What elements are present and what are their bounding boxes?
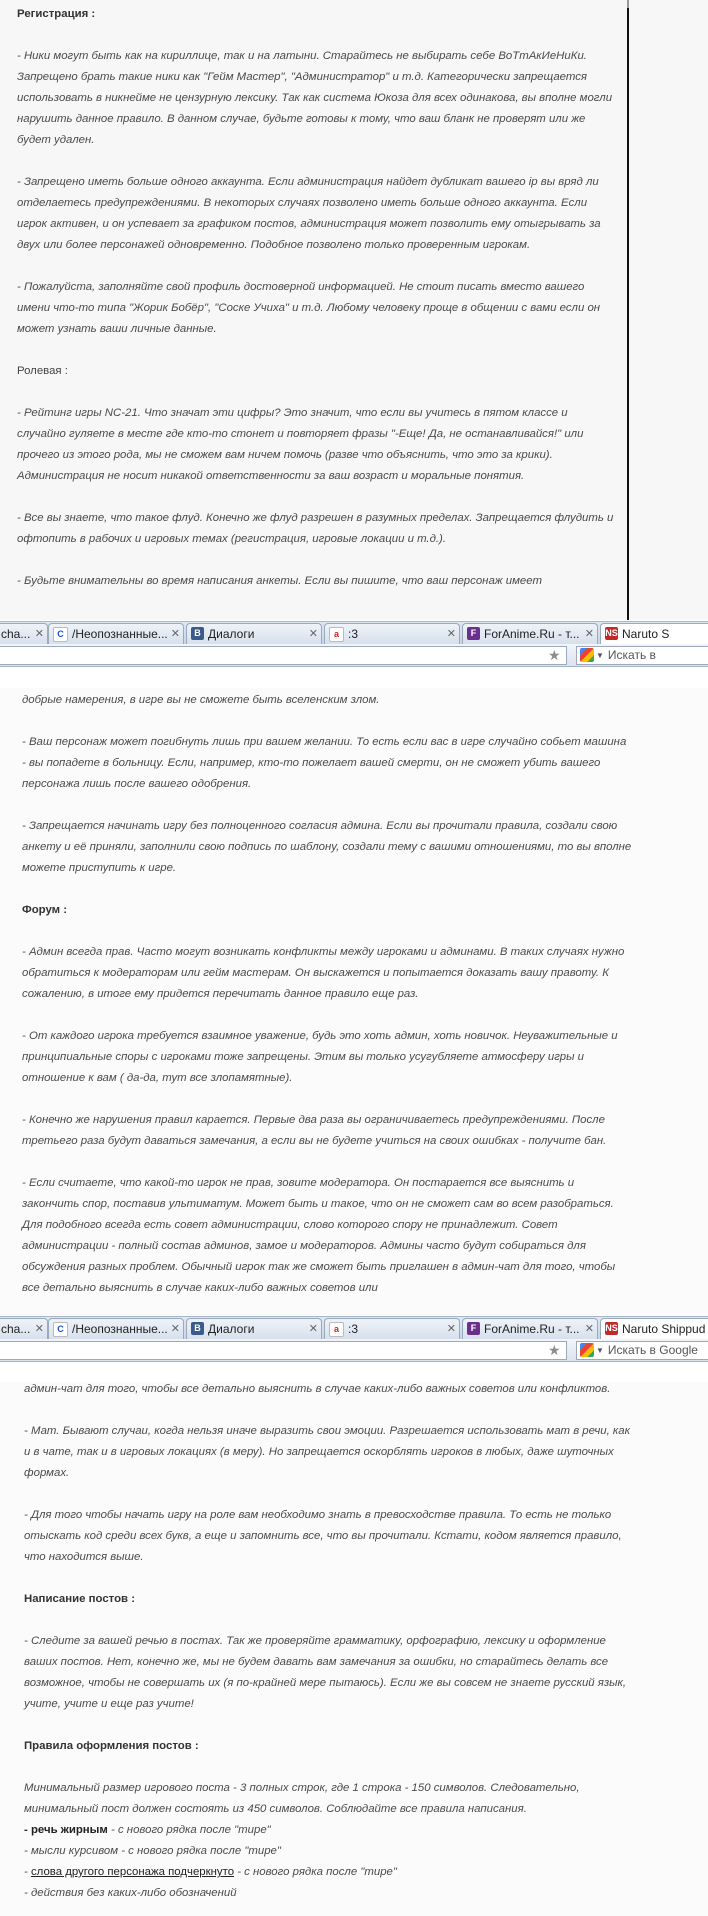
browser-toolbar [0,1339,708,1362]
heading-role: Ролевая : [17,365,68,377]
heading-forum: Форум : [22,904,68,916]
naruto-icon: NS [605,1323,618,1333]
browser-tab[interactable] [0,1318,48,1339]
page-edge-divider [627,0,629,620]
heading-post-format: Правила оформления постов : [24,1740,199,1752]
tab-label: cha... [1,1322,31,1336]
bookmark-star-icon[interactable]: ★ [548,647,561,663]
tab-label: Naruto S [622,627,670,641]
rule-paragraph: Минимальный размер игрового поста - 3 полных строк, где 1 строка - 150 символов. Следовательно, минимальный пост должен состоять из 450 символов. Соблюдайте все правила написания. [24,1782,580,1815]
browser-tab[interactable] [186,623,322,644]
format-rule-thoughts: - мысли курсивом - с нового рядка после "тире" [24,1845,281,1857]
browser-toolbar [0,644,708,667]
close-tab-icon[interactable]: ✕ [584,628,594,640]
heading-posts: Написание постов : [24,1593,136,1605]
format-rule-text: - с нового рядка после "тире" [107,1824,271,1836]
close-tab-icon[interactable]: ✕ [170,628,180,640]
rule-paragraph: - Админ всегда прав. Часто могут возникать конфликты между игроками и админами. В таких случаях нужно обратиться к модераторам или гейм мастерам. Он выскажется и попытается доказать вашу правоту. К сожалению, в итоге ему придется перечитать данное правило еще раз. [22,946,625,1000]
rule-paragraph: - Будьте внимательны во время написания анкеты. Если вы пишите, что ваш персонаж имеет [17,575,542,587]
browser-tab[interactable] [324,623,460,644]
google-icon [580,648,594,662]
address-bar[interactable] [0,646,567,665]
close-tab-icon[interactable]: ✕ [446,628,456,640]
forum-rules-panel-1 [0,0,708,620]
ucoz-icon: C [53,1322,68,1337]
search-placeholder: Искать в Google [607,1343,698,1357]
rule-paragraph: - Следите за вашей речью в постах. Так же проверяйте грамматику, орфографию, лексику и оформление ваших постов. Нет, конечно же, мы не будем давать вам замечания за ошибки, но старайтесь делать все возможное, чтобы не совершать их (я по-крайней мере пытаюсь). Если же вы совсем не знаете русский язык, учите, учите и еще раз учите! [24,1635,627,1710]
tab-label: /Неопознанные... [72,627,168,641]
rules-text-block-1 [17,4,619,613]
bold-example: - речь жирным [24,1824,108,1836]
tab-label: cha... [1,627,31,641]
chevron-down-icon[interactable]: ▼ [596,1346,604,1355]
a-icon: a [329,627,344,642]
tab-label: :3 [348,1322,359,1336]
heading-registration: Регистрация : [17,8,96,20]
format-rule-dash: - [24,1866,31,1878]
rule-paragraph: - Мат. Бывают случаи, когда нельзя иначе выразить свои эмоции. Разрешается использовать мат в речи, как и в чате, так и в игровых локациях (в меру). Но запрещается оскорблять игроков в любых, даже шуточных формах. [24,1425,630,1479]
browser-tab[interactable] [0,623,48,644]
format-rule-speech [24,1820,634,1841]
close-tab-icon[interactable]: ✕ [34,1323,44,1335]
rule-paragraph: - Рейтинг игры NC-21. Что значат эти цифры? Это значит, что если вы учитесь в пятом классе и случайно гуляете в месте где кто-то стонет и повторяет фразы "-Еще! Да, не останавливайся!" или прочего из этого рода, мы не сможем вам ничем помочь (разве что объяснить, что это за крики). Администрация не носит никакой ответственности за ваш возраст и моральные понятия. [17,407,584,482]
rule-paragraph: - Запрещено иметь больше одного аккаунта. Если администрация найдет дубликат вашего ip вы вряд ли отделаетесь предупреждениями. В некоторых случаях позволено иметь больше одного аккаунта. Если игрок активен, и он успевает за графиком постов, администрация может позволить ему отыгрывать за двух или более персонажей одновременно. Подобное позволено только проверенным игрокам. [17,176,601,251]
browser-tab[interactable] [462,1318,598,1339]
format-rule-other-character [24,1862,634,1883]
browser-tab-active[interactable] [600,623,708,644]
rule-paragraph: - Если считаете, что какой-то игрок не прав, зовите модератора. Он постарается все выяснить и закончить спор, поставив ультиматум. Может быть и такое, что он не сможет сам во всем разобраться. Для подобного всегда есть совет администрации, слово которого спору не принадлежит. Совет администрации - полный состав админов, замое и модераторов. Админы часто будут собираться для обсуждения разных проблем. Обычный игрок так же сможет быть приглашен в админ-чат для того, чтобы все детально выяснить в случае каких-либо важных советов или [22,1177,616,1294]
rule-paragraph: - Все вы знаете, что такое флуд. Конечно же флуд разрешен в разумных пределах. Запрещается флудить и офтопить в рабочих и игровых темах (регистрация, игровые локации и т.д.). [17,512,614,545]
close-tab-icon[interactable]: ✕ [446,1323,456,1335]
close-tab-icon[interactable]: ✕ [308,628,318,640]
search-placeholder: Искать в [607,648,656,662]
browser-tab[interactable] [462,623,598,644]
browser-tab-active[interactable] [600,1318,708,1339]
browser-tab[interactable] [324,1318,460,1339]
rule-paragraph: - Ваш персонаж может погибнуть лишь при вашем желании. То есть если вас в игре случайно собьет машина - вы попадете в больницу. Если, например, кто-то пожелает вашей смерти, он не сможет убить вашего персонажа лишь после вашего одобрения. [22,736,627,790]
chevron-down-icon[interactable]: ▼ [596,651,604,660]
browser-tab[interactable] [48,623,184,644]
rules-text-block-2 [22,690,632,1315]
close-tab-icon[interactable]: ✕ [34,628,44,640]
rule-paragraph: - Запрещается начинать игру без полноценного согласия админа. Если вы прочитали правила, создали свою анкету и её приняли, заполнили свою подпись по шаблону, создали тему с вашими отношениями, то вы вполне можете приступить к игре. [22,820,632,874]
forum-rules-panel-2 [0,688,708,1315]
google-icon [580,1343,594,1357]
browser-tab[interactable] [48,1318,184,1339]
bookmark-star-icon[interactable]: ★ [548,1342,561,1358]
close-tab-icon[interactable]: ✕ [170,1323,180,1335]
ucoz-icon: C [53,627,68,642]
tab-label: Диалоги [208,627,255,641]
rule-paragraph: - Конечно же нарушения правил карается. Первые два раза вы ограничиваетесь предупреждениями. После третьего раза будут даваться замечания, а если вы не будете учиться на своих ошибках - получите бан. [22,1114,607,1147]
search-box[interactable] [576,1341,708,1360]
dialogs-icon: В [191,627,204,640]
tab-label: :3 [348,627,359,641]
naruto-icon: NS [605,628,618,638]
browser-tab[interactable] [186,1318,322,1339]
browser-tab-strip [0,621,708,644]
tab-label: Naruto Shippud [622,1322,706,1336]
rule-paragraph: - Пожалуйста, заполняйте свой профиль достоверной информацией. Не стоит писать вместо вашего имени что-то типа "Жорик Бобёр", "Соске Учиха" и т.д. Любому человеку проще в общении с вами если он может узнать ваши личные данные. [17,281,601,335]
underline-example: слова другого персонажа подчеркнуто [30,1866,235,1878]
rule-paragraph: добрые намерения, в игре вы не сможете быть вселенским злом. [22,694,380,706]
search-box[interactable] [576,646,708,665]
foranime-icon: F [467,627,480,640]
forum-rules-panel-3 [0,1382,708,1916]
a-icon: a [329,1322,344,1337]
dialogs-icon: В [191,1322,204,1335]
format-rule-text: - с нового рядка после "тире" [234,1866,397,1878]
close-tab-icon[interactable]: ✕ [308,1323,318,1335]
page-edge-tick [627,0,629,8]
rule-paragraph: - Ники могут быть как на кириллице, так и на латыни. Старайтесь не выбирать себе ВоТтАкИеНиКи. Запрещено брать такие ники как "Гейм Мастер", "Администратор" и т.д. Категорически запрещается использовать в никнейме не цензурную лексику. Так как система Юкоза для всех одинакова, вы вполне могли нарушить данное правило. В данном случае, будьте готовы к тому, что ваш бланк не проверят или же будет удален. [17,50,613,146]
close-tab-icon[interactable]: ✕ [584,1323,594,1335]
rule-paragraph: - Для того чтобы начать игру на роле вам необходимо знать в превосходстве правила. То есть не только отыскать код среди всех букв, а еще и запомнить все, что вы прочитали. Кстати, кодом является правило, что находится выше. [24,1509,622,1563]
tab-label: ForAnime.Ru - т... [484,1322,580,1336]
rule-paragraph: - От каждого игрока требуется взаимное уважение, будь это хоть админ, хоть новичок. Неуважительные и принципиальные споры с игроками тоже запрещены. Этим вы только усугубляете атмосферу игры и отношение к вам ( да-да, тут все злопамятные). [22,1030,618,1084]
tab-label: Диалоги [208,1322,255,1336]
tab-label: /Неопознанные... [72,1322,168,1336]
tab-label: ForAnime.Ru - т... [484,627,580,641]
format-rule-actions: - действия без каких-либо обозначений [24,1887,237,1899]
address-bar[interactable] [0,1341,567,1360]
rule-paragraph: админ-чат для того, чтобы все детально выяснить в случае каких-либо важных советов или конфликтов. [24,1383,611,1395]
rules-text-block-3 [24,1382,634,1904]
browser-tab-strip [0,1316,708,1339]
foranime-icon: F [467,1322,480,1335]
